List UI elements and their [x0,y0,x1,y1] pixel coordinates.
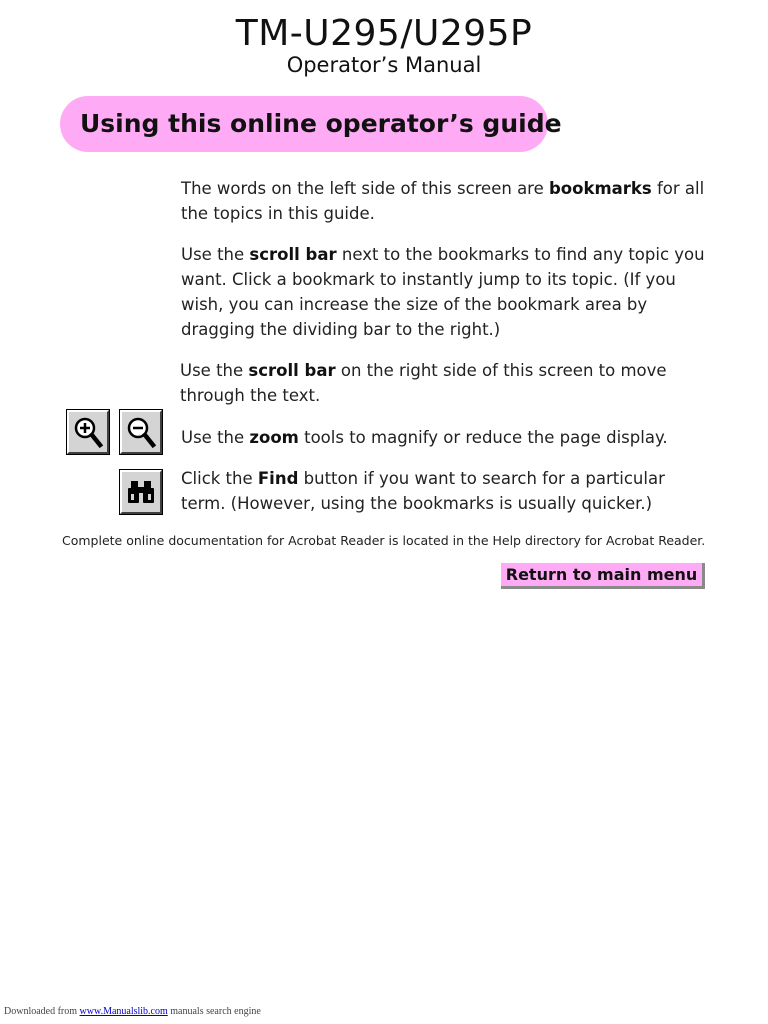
page-subtitle: Operator’s Manual [286,53,482,77]
section-heading: Using this online operator’s guide [80,109,562,138]
paragraph-find [181,466,711,516]
keyword-scroll-bar: scroll bar [248,361,336,380]
paragraph-text: button if you want to search for a particular term. (However, using the bookmarks is usually quicker.) [181,469,665,513]
download-footer [4,1006,261,1018]
find-button[interactable] [120,470,162,514]
binoculars-icon [122,472,160,512]
paragraph-text: Use the [181,428,250,447]
acrobat-footnote: Complete online documentation for Acrobat Reader is located in the Help directory for Acrobat Reader. [62,533,706,548]
zoom-in-button[interactable] [67,410,109,454]
paragraph-bookmarks [181,176,711,226]
keyword-scroll-bar: scroll bar [249,245,337,264]
paragraph-text: Use the [180,361,249,380]
paragraph-text: for all the topics in this guide. [181,179,705,223]
page-title: TM-U295/U295P [235,13,533,54]
keyword-find: Find [257,469,299,488]
paragraph-scroll-bar-right [180,358,710,408]
zoom-in-icon [69,412,107,452]
keyword-zoom: zoom [249,428,299,447]
manualslib-link[interactable]: www.Manualslib.com [79,1006,168,1017]
zoom-out-icon [122,412,160,452]
paragraph-text: next to the bookmarks to find any topic you want. Click a bookmark to instantly jump to its topic. (If you wish, you can increase the size of the bookmark area by dragging the dividing bar to the right.) [181,245,705,339]
return-to-main-menu-button[interactable]: Return to main menu [501,563,705,589]
paragraph-text: Use the [181,245,250,264]
download-suffix: manuals search engine [167,1006,261,1017]
paragraph-zoom [181,425,711,450]
paragraph-text: Click the [181,469,258,488]
paragraph-scroll-bar-bookmarks [181,242,711,342]
keyword-bookmarks: bookmarks [549,179,652,198]
section-banner [60,96,562,152]
paragraph-text: on the right side of this screen to move through the text. [180,361,667,405]
paragraph-text: The words on the left side of this screen are [181,179,549,198]
zoom-out-button[interactable] [120,410,162,454]
download-prefix: Downloaded from [4,1006,80,1017]
paragraph-text: tools to magnify or reduce the page display. [298,428,668,447]
